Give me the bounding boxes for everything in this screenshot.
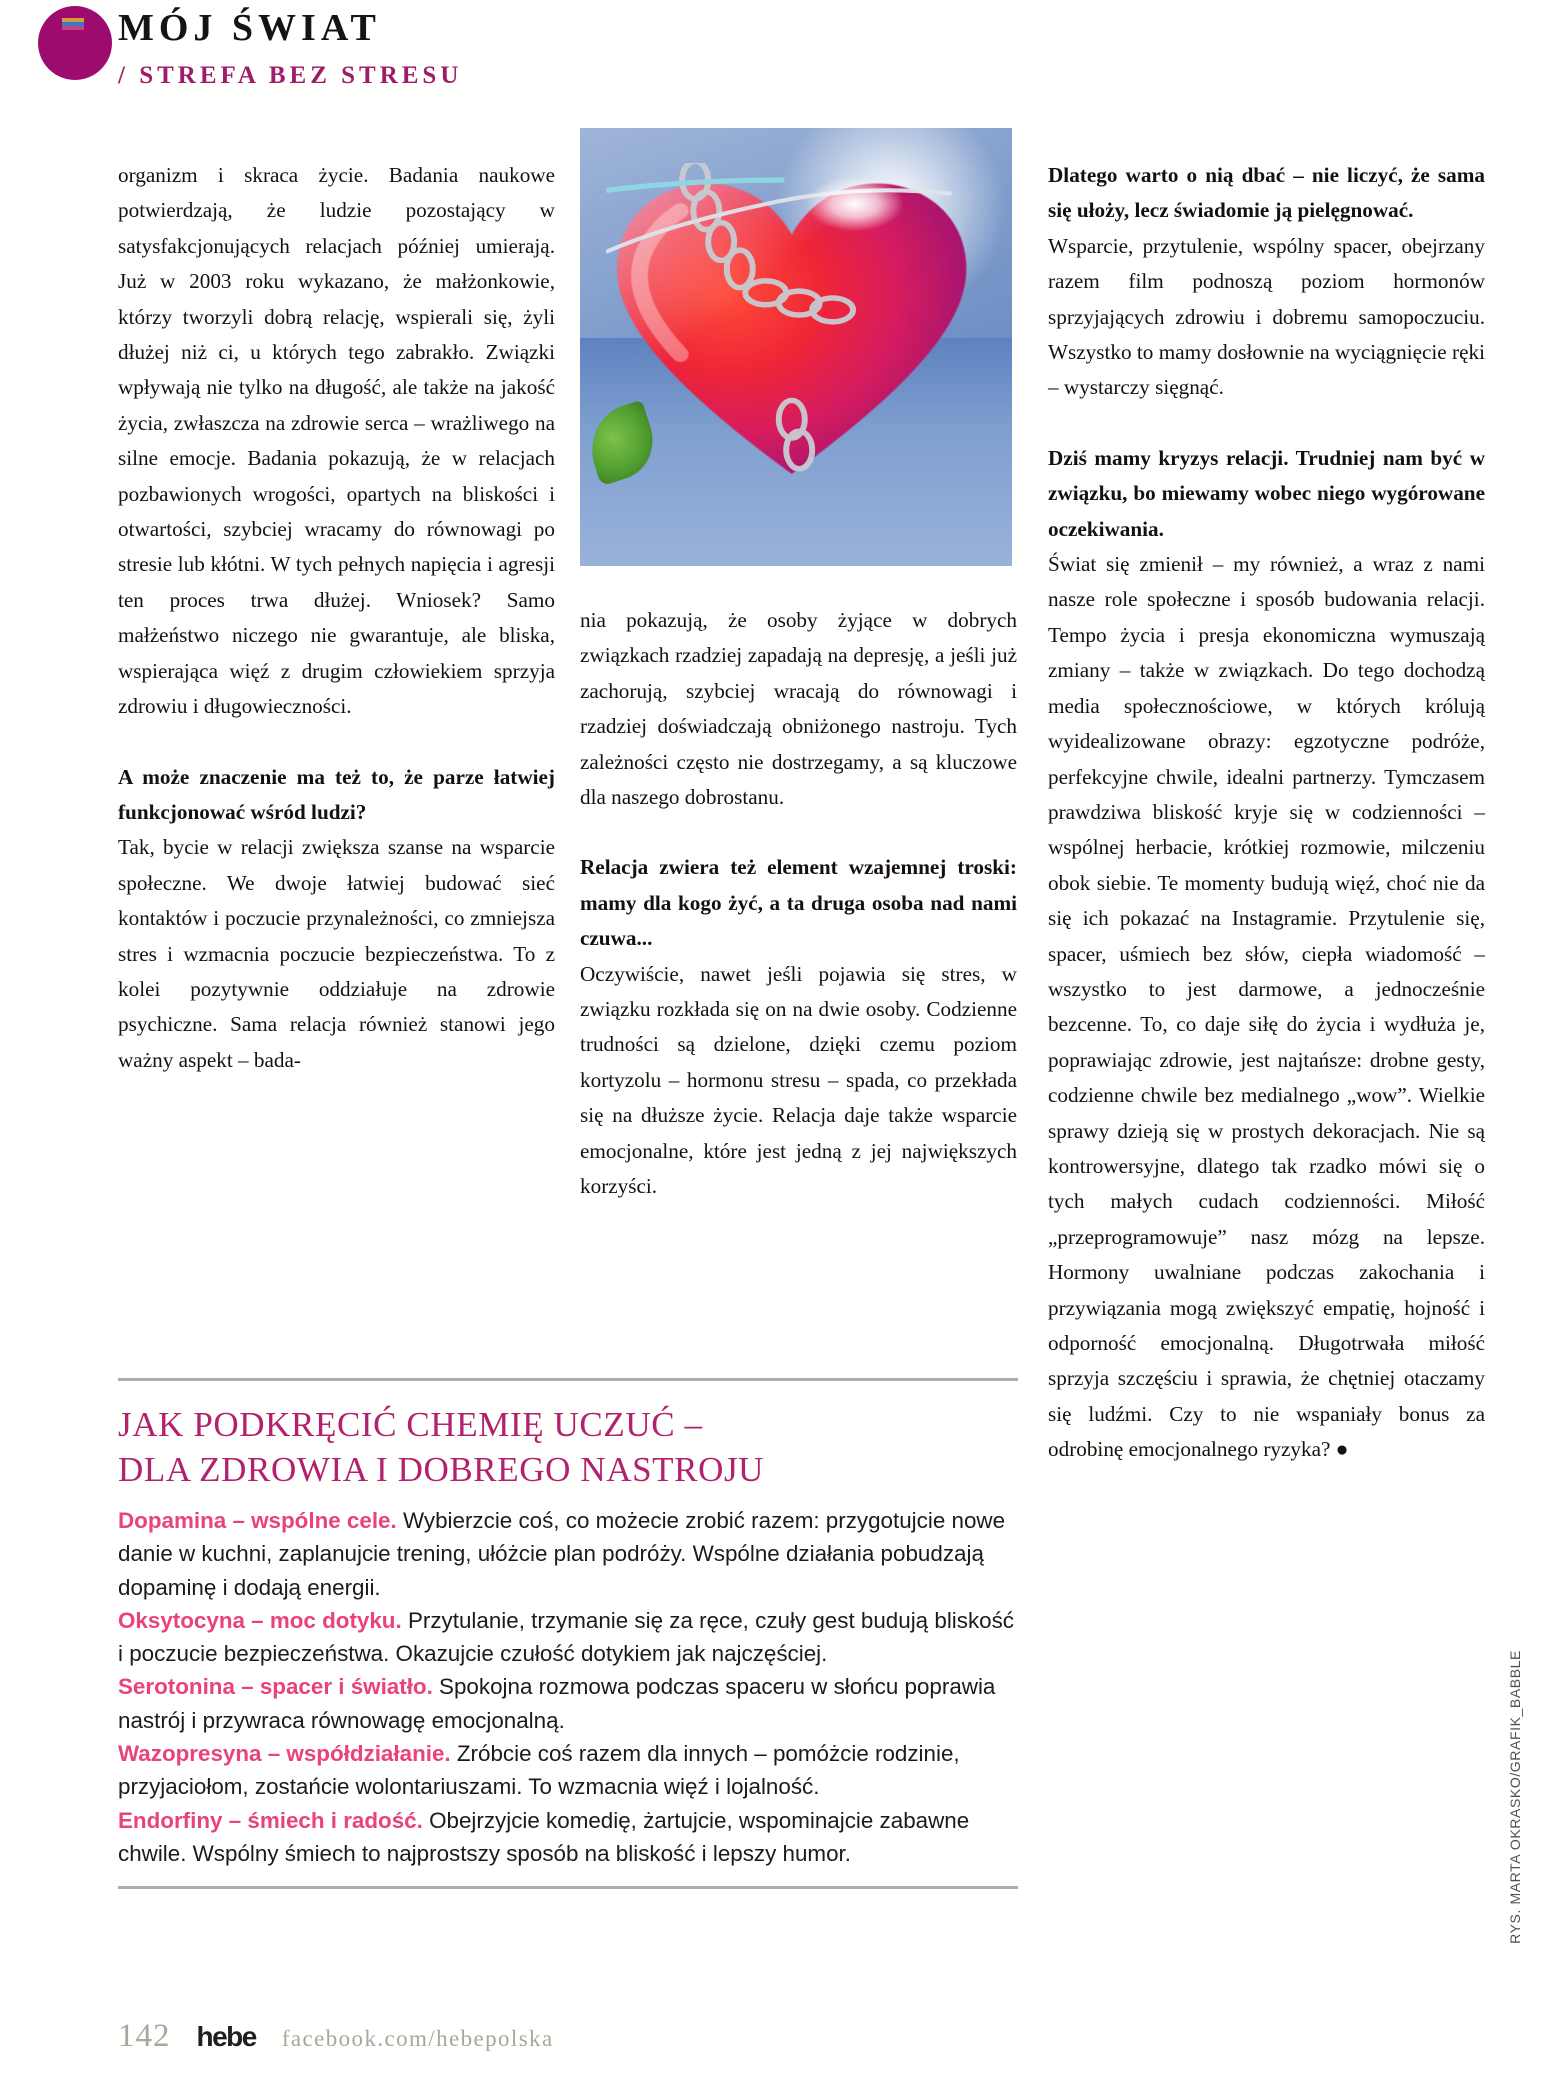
paragraph: Świat się zmienił – my również, a wraz z nami nasze role społeczne i sposób budowania relacji. Tempo życia i presja ekonomiczna wymuszają zmiany – także w związkach. Do tego dochodzą media społecznościowe, w których królują wyidealizowane obrazy: egzotyczne podróże, perfekcyjne chwile, idealni partnerzy. Tymczasem prawdziwa bliskość kryje się w codzienności – wspólnej herbacie, krótkiej rozmowie, milczeniu obok siebie. Te momenty budują więź, choć nie da się ich pokazać na Instagramie. Przytulenie się, spacer, uśmiech bez słów, ciepła wiadomość – wszystko to jest darmowe, a jednocześnie bezcenne. To, co daje siłę do życia i wydłuża je, poprawiając zdrowie, jest najtańsze: drobne gesty, codzienne chwile bez medialnego „wow”. Wielkie sprawy dzieją się w prostych dekoracjach. Nie są kontrowersyjne, dlatego tak rzadko mówi się o tych małych cudach codzienności. Miłość „przeprogramowuje” nasz mózg na lepsze. Hormony uwalniane podczas zakochania i przywiązania mogą zwiększyć empatię, hojność i odporność emocjonalną. Długotrwała miłość sprzyja szczęściu i sprawia, że chętniej otaczamy się ludźmi. Czy to nie wspaniały bonus za odrobinę emocjonalnego ryzyka? ● [1048, 552, 1485, 1462]
page-subtitle: / STREFA BEZ STRESU [118, 62, 463, 89]
panel-bottom-rule [118, 1886, 1018, 1889]
panel-title-line-2: DLA ZDROWIA I DOBREGO NASTROJU [118, 1450, 765, 1489]
question-lead: Dlatego warto o nią dbać – nie liczyć, że sama się ułoży, lecz świadomie ją pielęgnować. [1048, 163, 1485, 223]
tip-term: Dopamina – wspólne cele. [118, 1508, 397, 1533]
question-lead: Relacja zwiera też element wzajemnej troski: mamy dla kogo żyć, a ta druga osoba nad nami czuwa... [580, 855, 1017, 951]
tip-text: Spokojna rozmowa podczas spaceru w słońcu poprawia nastrój i przywraca równowagę emocjonalną. [118, 1674, 996, 1733]
text-column-2 [580, 603, 1017, 1205]
panel-title-line-1: JAK PODKRĘCIĆ CHEMIĘ UCZUĆ – [118, 1405, 703, 1444]
paragraph-spacer [118, 725, 555, 760]
tip-term: Oksytocyna – moc dotyku. [118, 1607, 402, 1633]
paragraph: Wsparcie, przytulenie, wspólny spacer, obejrzany razem film podnoszą poziom hormonów sprzyjających zdrowiu i dobremu samopoczuciu. Wszystko to mamy dosłownie na wyciągnięcie ręki – wystarczy sięgnąć. [1048, 233, 1485, 400]
page-number: 142 [118, 2018, 171, 2054]
paragraph: Oczywiście, nawet jeśli pojawia się stres, w związku rozkłada się on na dwie osoby. Codzienne trudności są dzielone, dzięki czemu poziom kortyzolu – hormonu stresu – spada, co przekłada się na dłuższe życie. Relacja daje także wsparcie emocjonalne, które jest jedną z jej największych korzyści. [580, 961, 1017, 1199]
paragraph-spacer [580, 815, 1017, 850]
list-item [118, 1504, 1018, 1604]
text-column-1 [118, 158, 555, 1078]
list-item [118, 1604, 1018, 1671]
tip-text: Zróbcie coś razem dla innych – pomóżcie rodzinie, przyjaciołom, zostańcie wolontariuszami. To wzmacnia więź i lojalność. [118, 1741, 960, 1800]
panel-title [118, 1402, 1018, 1492]
text-column-3 [1048, 158, 1485, 1468]
paragraph: nia pokazują, że osoby żyjące w dobrych związkach rzadziej zapadają na depresję, a jeśli już zachorują, szybciej wracają do równowagi i rzadziej doświadczają obniżonego nastroju. Tych zależności często nie dostrzegamy, a są kluczowe dla naszego dobrostanu. [580, 608, 1017, 810]
article-photo [580, 128, 1012, 566]
paragraph-spacer [1048, 406, 1485, 441]
masthead [0, 0, 1550, 112]
photo-highlight [807, 177, 904, 232]
brand-logo: hebe [196, 2021, 256, 2052]
page-footer [118, 2018, 554, 2064]
paragraph: organizm i skraca życie. Badania naukowe potwierdzają, że ludzie pozostający w satysfakcjonujących relacjach później umierają. Już w 2003 roku wykazano, że małżonkowie, którzy tworzyli dobrą relację, wspierali się, żyli dłużej niż ci, u których tego zabrakło. Związki wpływają nie tylko na długość, ale także na jakość życia, zwłaszcza na zdrowie serca – wrażliwego na silne emocje. Badania pokazują, że w relacjach pozbawionych wrogości, opartych na bliskości i otwartości, szybciej wracamy do równowagi po stresie lub kłótni. W tych pełnych napięcia i agresji ten proces trwa dłużej. Wniosek? Samo małżeństwo niczego nie gwarantuje, ale bliska, wspierająca więź z drugim człowiekiem sprzyja zdrowiu i długowieczności. [118, 163, 555, 719]
photo-heart-group [606, 163, 978, 505]
question-lead: A może znaczenie ma też to, że parze łatwiej funkcjonować wśród ludzi? [118, 764, 555, 824]
tip-text: Obejrzyjcie komedię, żartujcie, wspominajcie zabawne chwile. Wspólny śmiech to najprostszy sposób na bliskość i lepszy humor. [118, 1807, 970, 1866]
page-title: MÓJ ŚWIAT [118, 7, 381, 49]
list-item [118, 1737, 1018, 1804]
panel-top-rule [118, 1378, 1018, 1381]
paragraph: Tak, bycie w relacji zwiększa szanse na wsparcie społeczne. We dwoje łatwiej budować sieć kontaktów i poczucie przynależności, co zmniejsza stres i wzmacnia poczucie bezpieczeństwa. To z kolei pozytywnie oddziałuje na zdrowie psychiczne. Sama relacja również stanowi jego ważny aspekt – bada- [118, 835, 555, 1072]
list-item [118, 1804, 1018, 1871]
tip-text: Przytulanie, trzymanie się za ręce, czuły gest budują bliskość i poczucie bezpieczeństwa. Okazujcie czułość dotykiem jak najczęściej. [118, 1607, 1014, 1667]
chain-icon [606, 163, 978, 505]
tip-text: Wybierzcie coś, co możecie zrobić razem: przygotujcie nowe danie w kuchni, zaplanujcie trening, ułóżcie plan podróży. Wspólne działania pobudzają dopaminę i dodają energii. [118, 1508, 1006, 1600]
tip-term: Serotonina – spacer i światło. [118, 1674, 433, 1700]
tip-term: Endorfiny – śmiech i radość. [118, 1807, 423, 1833]
tip-term: Wazopresyna – współdziałanie. [118, 1741, 451, 1767]
photo-credit: RYS. MARTA OKRASKO/GRAFIK_BABBLE [1507, 1650, 1523, 1944]
brand-flag-icon [62, 18, 84, 30]
tips-list [118, 1504, 1018, 1870]
question-lead: Dziś mamy kryzys relacji. Trudniej nam być w związku, bo miewamy wobec niego wygórowane oczekiwania. [1048, 445, 1485, 541]
social-link[interactable]: facebook.com/hebepolska [281, 2026, 554, 2051]
list-item [118, 1670, 1018, 1737]
tips-panel [118, 1378, 1018, 1889]
